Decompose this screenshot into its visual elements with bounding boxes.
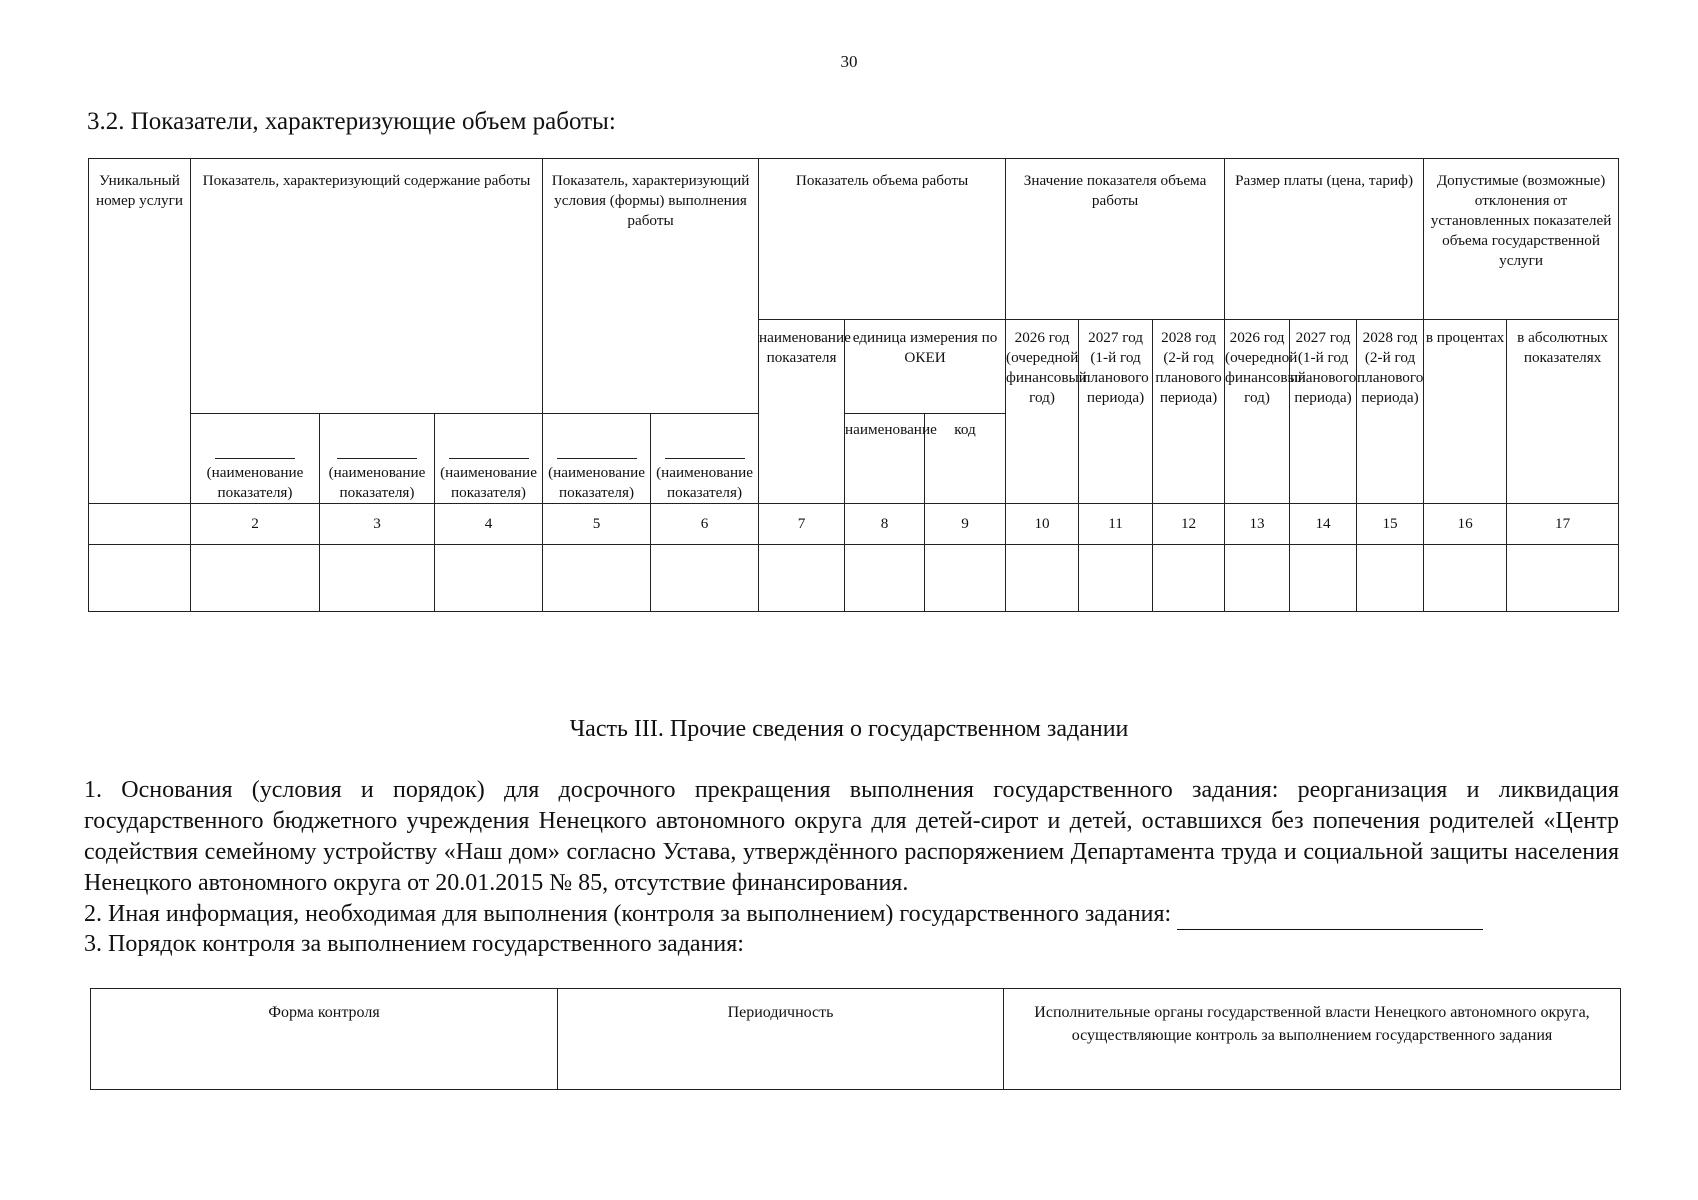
- header-deviation: Допустимые (возможные) отклонения от установленных показателей объема государственной услуги: [1424, 159, 1619, 320]
- data-cell: [845, 545, 925, 612]
- naim-cell-2: [320, 414, 435, 504]
- header-unique-number: Уникальный номер услуги: [89, 159, 191, 504]
- header-value-2028: 2028 год (2-й год планового периода): [1153, 320, 1225, 504]
- naim-cell-4: [543, 414, 651, 504]
- control-table: [90, 988, 1621, 1090]
- header-fee-2028: 2028 год (2-й год планового периода): [1357, 320, 1424, 504]
- col-number: 2: [191, 504, 320, 545]
- header-volume-indicator: Показатель объема работы: [759, 159, 1006, 320]
- header-fee: Размер платы (цена, тариф): [1225, 159, 1424, 320]
- data-cell: [191, 545, 320, 612]
- page-number: 30: [840, 52, 858, 71]
- naim-label: (наименование показателя): [328, 464, 426, 501]
- col-number: 7: [759, 504, 845, 545]
- data-cell: [1290, 545, 1357, 612]
- header-unit-okei: единица измерения по ОКЕИ: [845, 320, 1006, 414]
- header-indicator-name: наименование показателя: [759, 320, 845, 504]
- header-unit-name: наименование: [845, 414, 925, 504]
- header-control-form: Форма контроля: [91, 989, 558, 1090]
- work-volume-table: [88, 158, 1619, 612]
- col-number: 4: [435, 504, 543, 545]
- naim-label: (наименование показателя): [440, 464, 537, 501]
- data-cell: [1006, 545, 1079, 612]
- header-content-indicator: Показатель, характеризующий содержание работы: [191, 159, 543, 414]
- data-cell: [89, 545, 191, 612]
- col-number: 9: [925, 504, 1006, 545]
- col-number: 6: [651, 504, 759, 545]
- col-number: 12: [1153, 504, 1225, 545]
- data-cell: [1507, 545, 1619, 612]
- col-number: 10: [1006, 504, 1079, 545]
- header-periodicity: Периодичность: [558, 989, 1004, 1090]
- header-value-2026: 2026 год (очередной финансовый год): [1006, 320, 1079, 504]
- naim-cell-5: [651, 414, 759, 504]
- paragraph-1: 1. Основания (условия и порядок) для досрочного прекращения выполнения государственного задания: реорганизация и ликвидация государственного бюджетного учреждения Ненецкого автономного округа для детей-сирот и детей, оставшихся без попечения родителей «Центр содействия семейному устройству «Наш дом» согласно Устава, утверждённого распоряжением Департамента труда и социальной защиты населения Ненецкого автономного округа от 20.01.2015 № 85, отсутствие финансирования.: [84, 777, 1619, 896]
- data-cell: [759, 545, 845, 612]
- blank-line: [1177, 903, 1483, 930]
- data-cell: [1357, 545, 1424, 612]
- col-number: 15: [1357, 504, 1424, 545]
- paragraph-2: [84, 899, 1619, 930]
- header-fee-2027: 2027 год (1-й год планового периода): [1290, 320, 1357, 504]
- data-cell: [435, 545, 543, 612]
- paragraph-3: 3. Порядок контроля за выполнением государственного задания:: [84, 931, 744, 957]
- col-number: 11: [1079, 504, 1153, 545]
- header-fee-2026: 2026 год (очередной финансовый год): [1225, 320, 1290, 504]
- col-number: 5: [543, 504, 651, 545]
- header-deviation-absolute: в абсолютных показателях: [1507, 320, 1619, 504]
- col-number: 13: [1225, 504, 1290, 545]
- header-conditions-indicator: Показатель, характеризующий условия (формы) выполнения работы: [543, 159, 759, 414]
- header-value-2027: 2027 год (1-й год планового периода): [1079, 320, 1153, 504]
- col-number: 8: [845, 504, 925, 545]
- naim-label: (наименование показателя): [206, 464, 304, 501]
- header-control-bodies: Исполнительные органы государственной власти Ненецкого автономного округа, осуществляющие контроль за выполнением государственного задания: [1004, 989, 1621, 1090]
- col-number-1: [89, 504, 191, 545]
- data-cell: [1225, 545, 1290, 612]
- table-row-empty: [89, 545, 1619, 612]
- data-cell: [925, 545, 1006, 612]
- header-deviation-percent: в процентах: [1424, 320, 1507, 504]
- paragraph-2-text: 2. Иная информация, необходимая для выполнения (контроля за выполнением) государственного задания:: [84, 901, 1172, 927]
- col-number: 3: [320, 504, 435, 545]
- data-cell: [1079, 545, 1153, 612]
- part-title: Часть III. Прочие сведения о государственном задании: [569, 716, 1129, 742]
- data-cell: [320, 545, 435, 612]
- naim-cell-1: [191, 414, 320, 504]
- col-number: 14: [1290, 504, 1357, 545]
- header-volume-value: Значение показателя объема работы: [1006, 159, 1225, 320]
- col-number: 16: [1424, 504, 1507, 545]
- section-title: 3.2. Показатели, характеризующие объем работы:: [87, 108, 616, 135]
- data-cell: [1153, 545, 1225, 612]
- col-number: 17: [1507, 504, 1619, 545]
- naim-label: (наименование показателя): [548, 464, 645, 501]
- naim-label: (наименование показателя): [656, 464, 753, 501]
- data-cell: [543, 545, 651, 612]
- naim-cell-3: [435, 414, 543, 504]
- data-cell: [651, 545, 759, 612]
- header-unit-code: код: [925, 414, 1006, 504]
- data-cell: [1424, 545, 1507, 612]
